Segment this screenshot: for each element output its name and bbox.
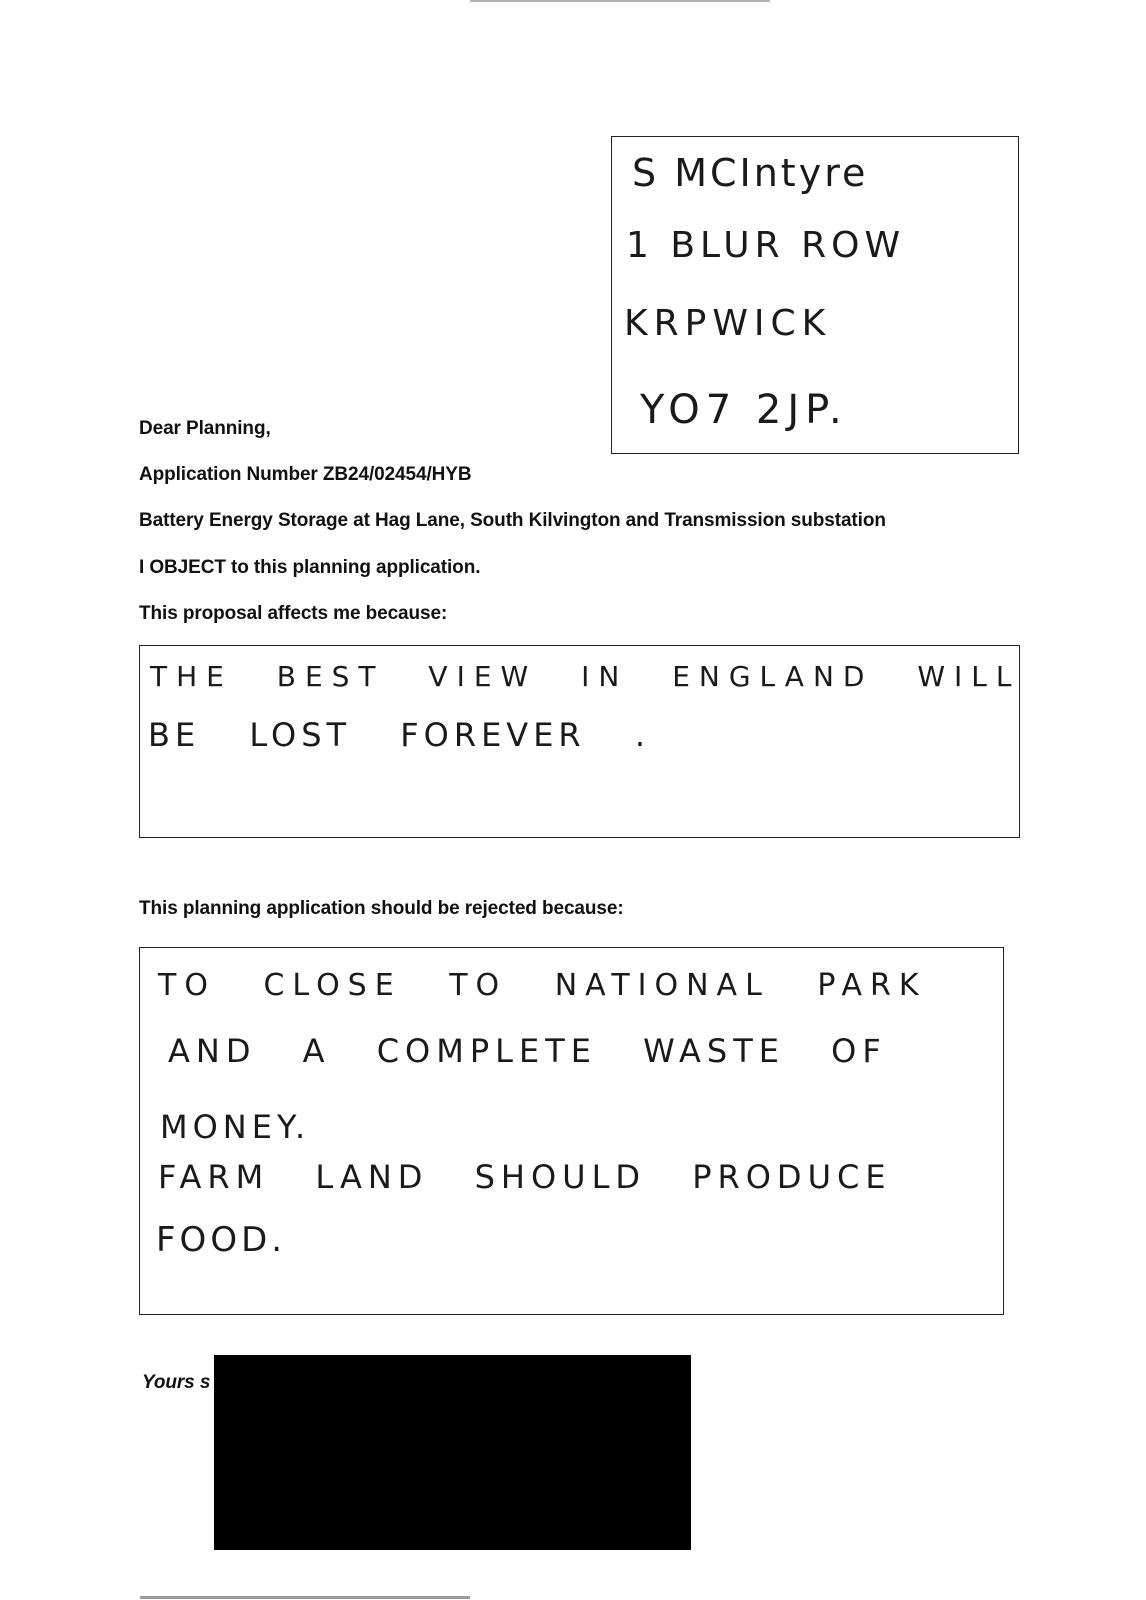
rejected-answer-line-3: MONEY. [160, 1108, 311, 1146]
closing: Yours s [142, 1372, 211, 1393]
address-box [611, 136, 1019, 454]
affects-answer-line-1: THE BEST VIEW IN ENGLAND WILL [150, 660, 1021, 693]
rejected-answer-line-5: FOOD. [156, 1220, 287, 1260]
scan-artifact-top [470, 0, 770, 2]
salutation: Dear Planning, [139, 418, 271, 439]
redaction-block [214, 1355, 691, 1550]
objection-statement: I OBJECT to this planning application. [139, 557, 481, 578]
address-line-name: S MCIntyre [632, 151, 869, 195]
affects-answer-box [139, 645, 1020, 838]
affects-answer-line-2: BE LOST FOREVER . [148, 716, 650, 754]
application-number: Application Number ZB24/02454/HYB [139, 464, 472, 485]
scan-artifact-bottom [140, 1596, 470, 1599]
address-line-postcode: YO7 2JP. [640, 387, 848, 433]
project-title: Battery Energy Storage at Hag Lane, South Kilvington and Transmission substation [139, 510, 886, 531]
address-line-town: KRPWICK [624, 303, 832, 344]
rejected-answer-line-1: TO CLOSE TO NATIONAL PARK [158, 968, 927, 1003]
affects-heading: This proposal affects me because: [139, 603, 448, 624]
rejected-answer-line-4: FARM LAND SHOULD PRODUCE [158, 1158, 892, 1196]
address-line-street: 1 BLUR ROW [626, 225, 906, 266]
rejected-answer-box [139, 947, 1004, 1315]
rejected-heading: This planning application should be rejected because: [139, 898, 624, 919]
rejected-answer-line-2: AND A COMPLETE WASTE OF [168, 1032, 887, 1070]
